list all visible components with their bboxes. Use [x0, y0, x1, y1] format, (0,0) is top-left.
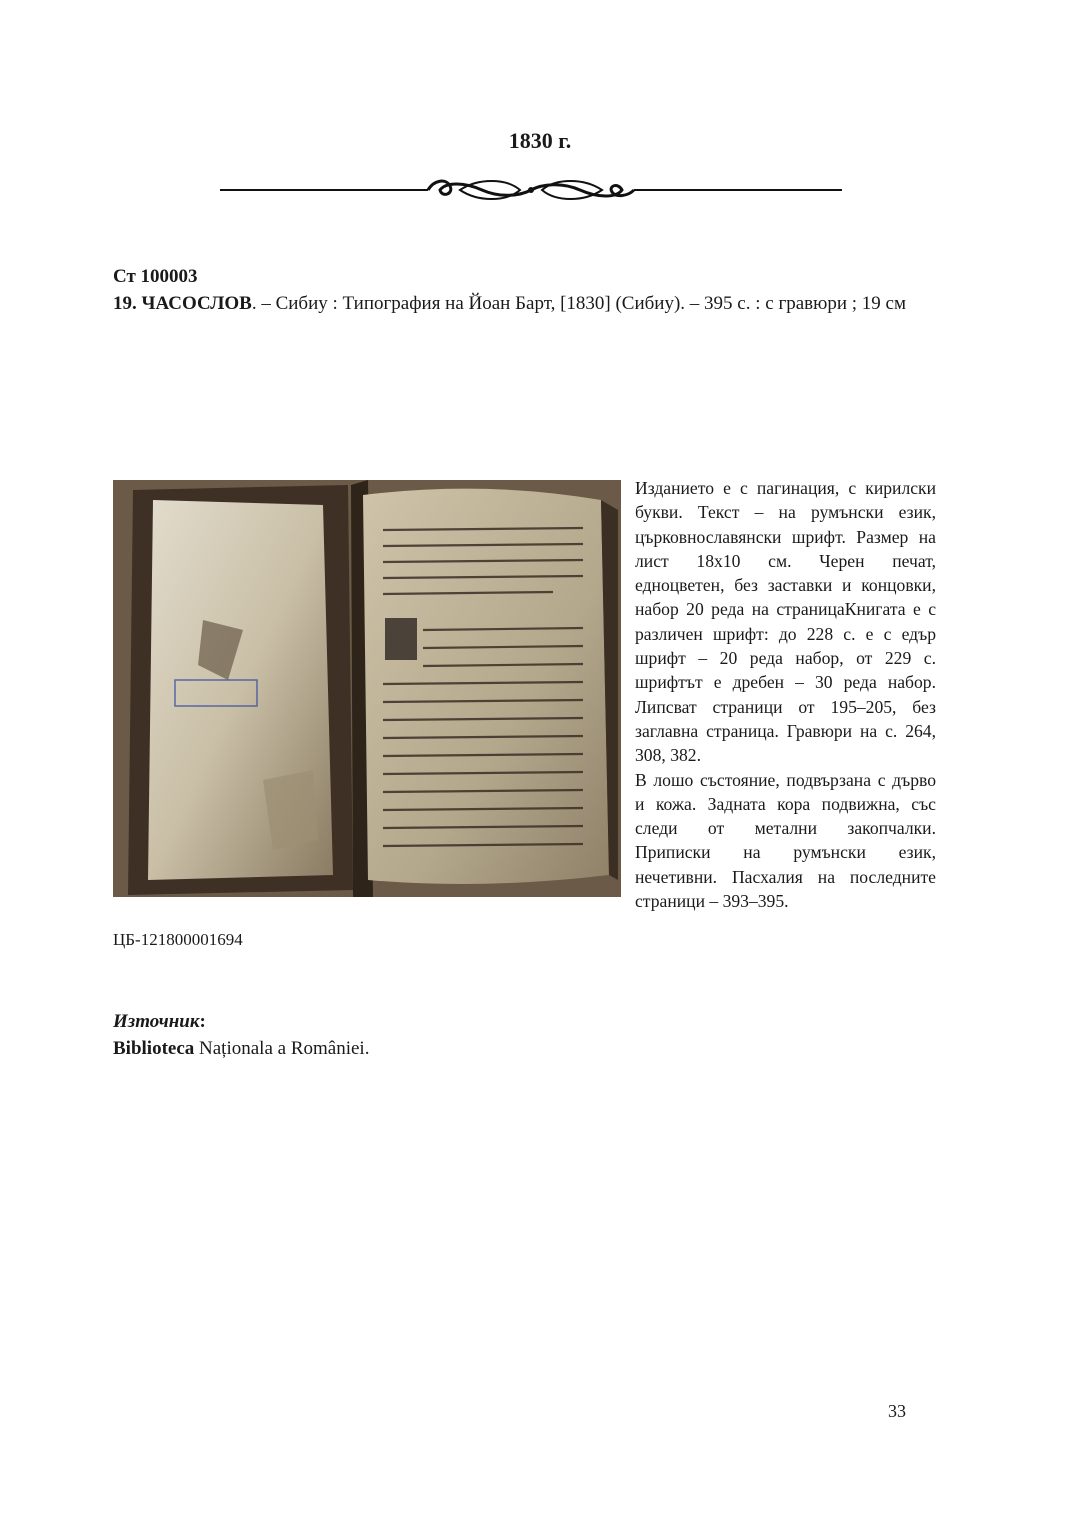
ornamental-divider — [220, 172, 842, 208]
source-value — [113, 1035, 369, 1062]
description-paragraph: Изданието е с пагинация, с кирилски букви. Текст – на румънски език, църковнославянски шрифт. Размер на лист 18x10 см. Черен печат, едноцветен, без заставки и концовки, набор 20 реда на страницаКнигата е с различен шрифт: до 228 с. е с едър шрифт – 20 реда набор, от 229 с. шрифтът е дребен – 30 реда набор. Липсват страници от 195–205, без заглавна страница. Гравюри на с. 264, 308, 382. — [635, 478, 936, 766]
bibliographic-record — [113, 263, 940, 317]
record-title: 19. ЧАСОСЛОВ — [113, 293, 252, 314]
catalog-id: ЦБ-121800001694 — [113, 930, 243, 949]
source-label-line — [113, 1008, 369, 1035]
book-photograph — [113, 480, 621, 897]
source-bold-word: Biblioteca — [113, 1038, 195, 1059]
source-rest: Naționala a României. — [194, 1038, 370, 1059]
record-details: . – Сибиу : Типография на Йоан Барт, [1830] (Сибиу). – 395 с. : с гравюри ; 19 см — [251, 293, 906, 314]
source-colon: : — [199, 1011, 206, 1032]
description-paragraph: В лошо състояние, подвързана с дърво и кожа. Задната кора подвижна, със следи от метални закопчалки. Приписки на румънски език, нечетивни. Пасхалия на последните страници – 393–395. — [635, 769, 936, 912]
source-block — [113, 1008, 369, 1062]
record-code: Ст 100003 — [113, 266, 198, 287]
source-label: Източник — [113, 1011, 200, 1032]
item-description — [635, 476, 936, 913]
page-number: 33 — [888, 1401, 906, 1421]
page-year-heading: 1830 г. — [508, 128, 572, 153]
